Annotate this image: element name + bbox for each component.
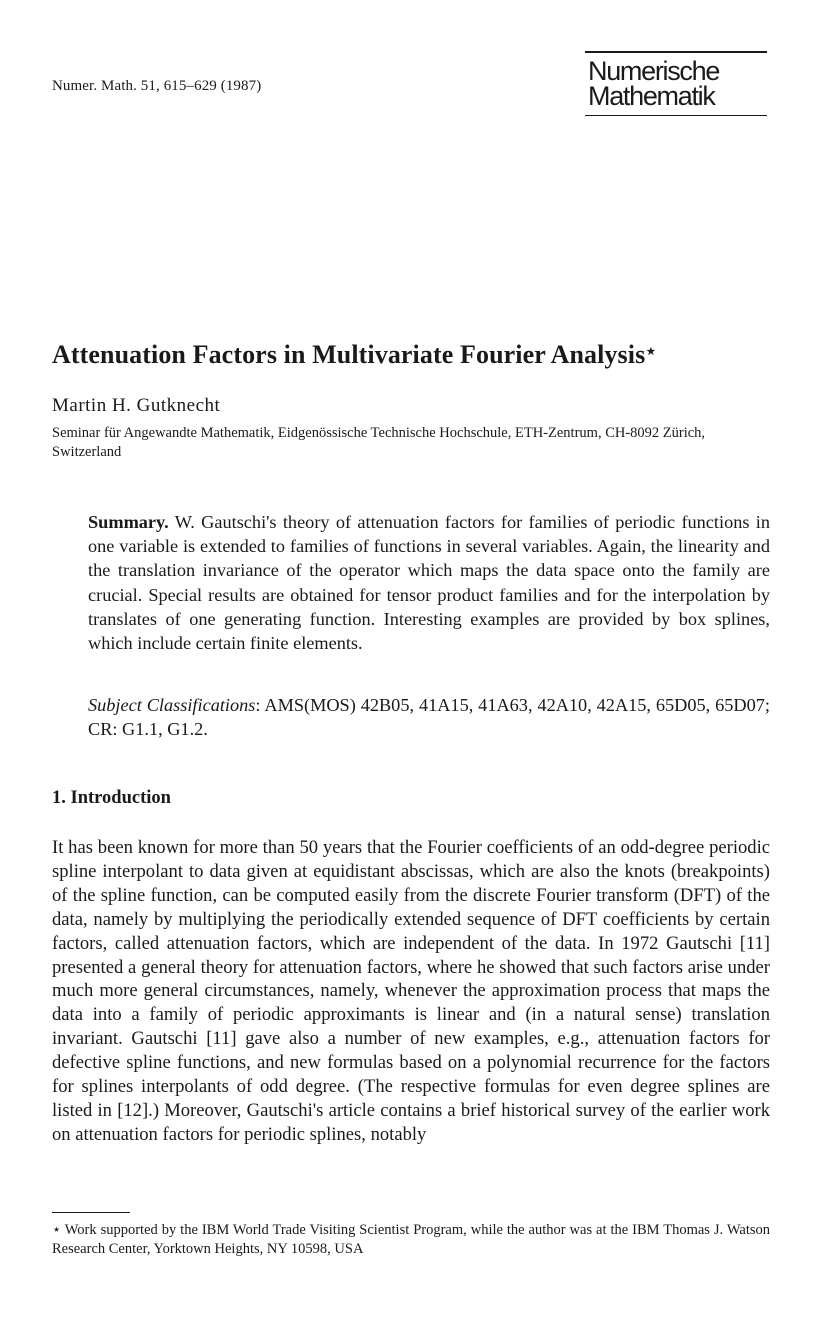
summary-paragraph	[88, 510, 770, 655]
author-affiliation: Seminar für Angewandte Mathematik, Eidgenössische Technische Hochschule, ETH-Zentrum, CH-8092 Zürich, Switzerland	[52, 425, 706, 460]
footnote	[52, 1221, 770, 1259]
introduction-body: It has been known for more than 50 years that the Fourier coefficients of an odd-degree periodic spline interpolant to data given at equidistant abscissas, which are also the knots (breakpoints) of the spline function, can be computed easily from the discrete Fourier transform (DFT) of the data, namely by multiplying the periodically extended sequence of DFT coefficients by certain factors, called attenuation factors, which are independent of the data. In 1972 Gautschi [11] presented a general theory for attenuation factors, where he showed that such factors arise under much more general circumstances, namely, whenever the approximation process that maps the data into a family of periodic approximants is linear and (in a natural sense) translation invariant. Gautschi [11] gave also a number of new examples, e.g., attenuation factors for defective spline functions, and new formulas based on a polynomial recurrence for the factors for splines interpolants of odd degree. (The respective formulas for even degree splines are listed in [12].) Moreover, Gautschi's article contains a brief historical survey of the earlier work on attenuation factors for periodic splines, notably	[52, 837, 770, 1145]
summary-text: W. Gautschi's theory of attenuation factors for families of periodic functions in one variable is extended to families of functions in several variables. Again, the linearity and the translation invariance of the operator which maps the data space onto the family are crucial. Special results are obtained for tensor product families and for the interpolation by translates of one generating function. Interesting examples are provided by box splines, which include certain finite elements.	[88, 512, 770, 654]
footnote-text: Work supported by the IBM World Trade Visiting Scientist Program, while the author was at the IBM Thomas J. Watson Research Center, Yorktown Heights, NY 10598, USA	[52, 1222, 770, 1257]
subject-classifications	[88, 693, 770, 741]
article-title	[52, 340, 657, 370]
journal-name-line2: Mathematik	[588, 80, 715, 111]
footnote-rule	[52, 1212, 130, 1213]
subject-classifications-label: Subject Classifications	[88, 695, 256, 715]
journal-name	[585, 53, 767, 115]
journal-name-line1: Numerische	[588, 55, 720, 86]
section-heading: 1. Introduction	[52, 788, 171, 808]
subject-classifications-text: : AMS(MOS) 42B05, 41A15, 41A63, 42A10, 42A15, 65D05, 65D07; CR: G1.1, G1.2.	[88, 695, 770, 740]
footnote-mark: ⋆	[52, 1222, 62, 1238]
author-name: Martin H. Gutknecht	[52, 395, 221, 416]
journal-citation: Numer. Math. 51, 615–629 (1987)	[52, 78, 262, 94]
title-footnote-mark: ⋆	[645, 341, 657, 361]
article-title-text: Attenuation Factors in Multivariate Fourier Analysis	[52, 340, 646, 369]
journal-logo-bottom-rule	[585, 115, 767, 117]
journal-logo	[585, 51, 767, 116]
summary-label: Summary.	[88, 512, 169, 532]
